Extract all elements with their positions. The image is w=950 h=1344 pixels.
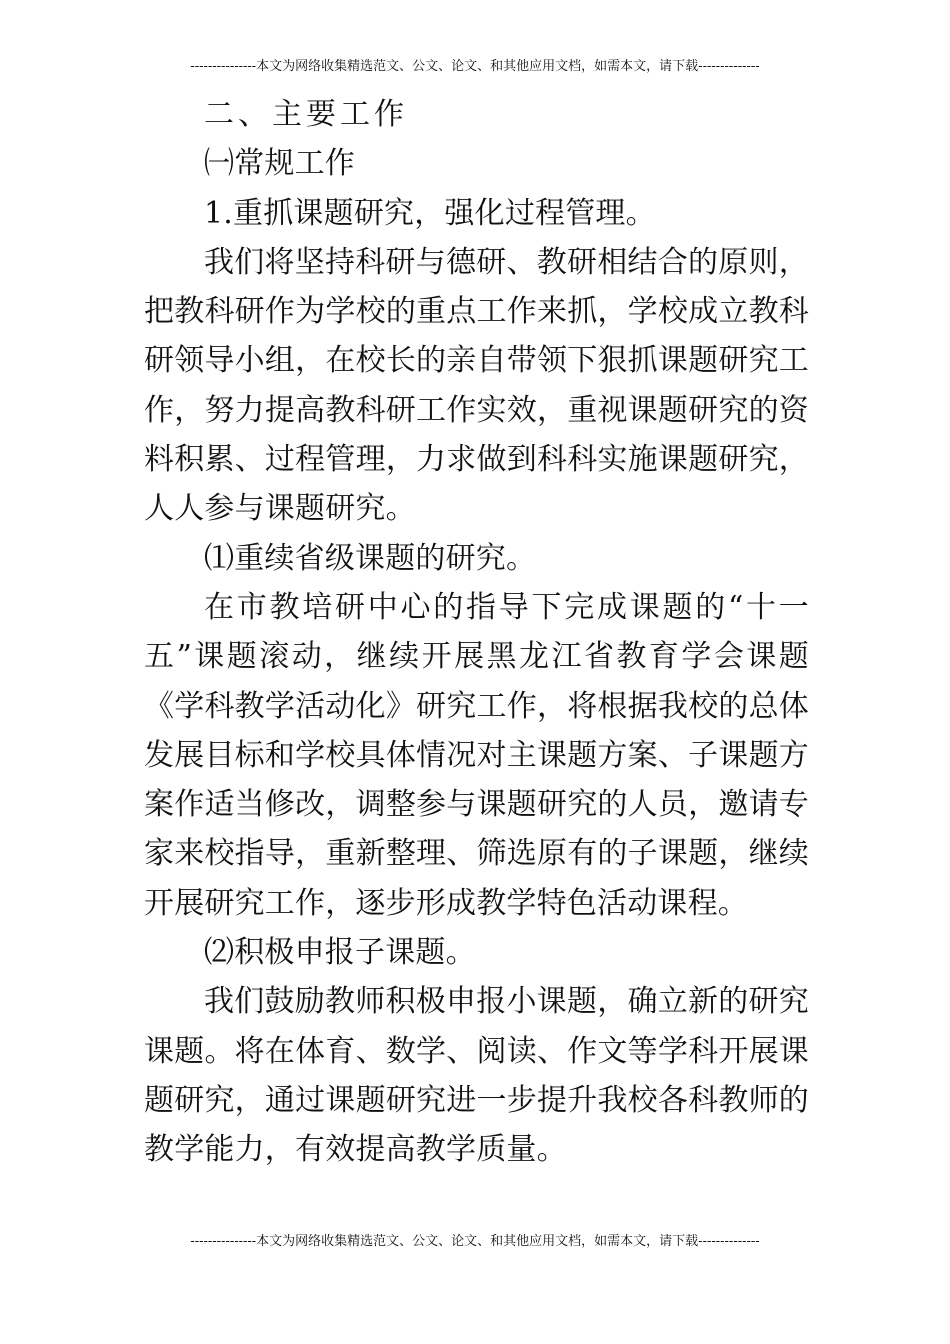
body-paragraph: 我们将坚持科研与德研、教研相结合的原则，把教科研作为学校的重点工作来抓，学校成立教科研领导小组，在校长的亲自带领下狠抓课题研究工作，努力提高教科研工作实效，重视课题研究的资料积累、过程管理，力求做到科科实施课题研究，人人参与课题研究。 [144, 244, 809, 527]
item-heading: 1.重抓课题研究，强化过程管理。 [204, 195, 656, 231]
subsection-heading: ㈠常规工作 [204, 146, 355, 182]
sub-item-heading: ⑴重续省级课题的研究。 [204, 540, 537, 576]
footer-banner: ---------------本文为网络收集精选范文、公文、论文、和其他应用文档，如需本文，请下载-------------- [190, 1234, 760, 1249]
body-paragraph: 在市教培研中心的指导下完成课题的“十一五”课题滚动，继续开展黑龙江省教育学会课题《学科教学活动化》研究工作，将根据我校的总体发展目标和学校具体情况对主课题方案、子课题方案作适当修改，调整参与课题研究的人员，邀请专家来校指导，重新整理、筛选原有的子课题，继续开展研究工作，逐步形成教学特色活动课程。 [144, 589, 809, 921]
body-paragraph: 我们鼓励教师积极申报小课题，确立新的研究课题。将在体育、数学、阅读、作文等学科开展课题研究，通过课题研究进一步提升我校各科教师的教学能力，有效提高教学质量。 [144, 984, 809, 1168]
document-body [144, 90, 809, 1175]
section-heading: 二、主要工作 [204, 97, 408, 132]
sub-item-heading: ⑵积极申报子课题。 [204, 935, 476, 971]
header-banner: ---------------本文为网络收集精选范文、公文、论文、和其他应用文档，如需本文，请下载-------------- [190, 59, 760, 74]
